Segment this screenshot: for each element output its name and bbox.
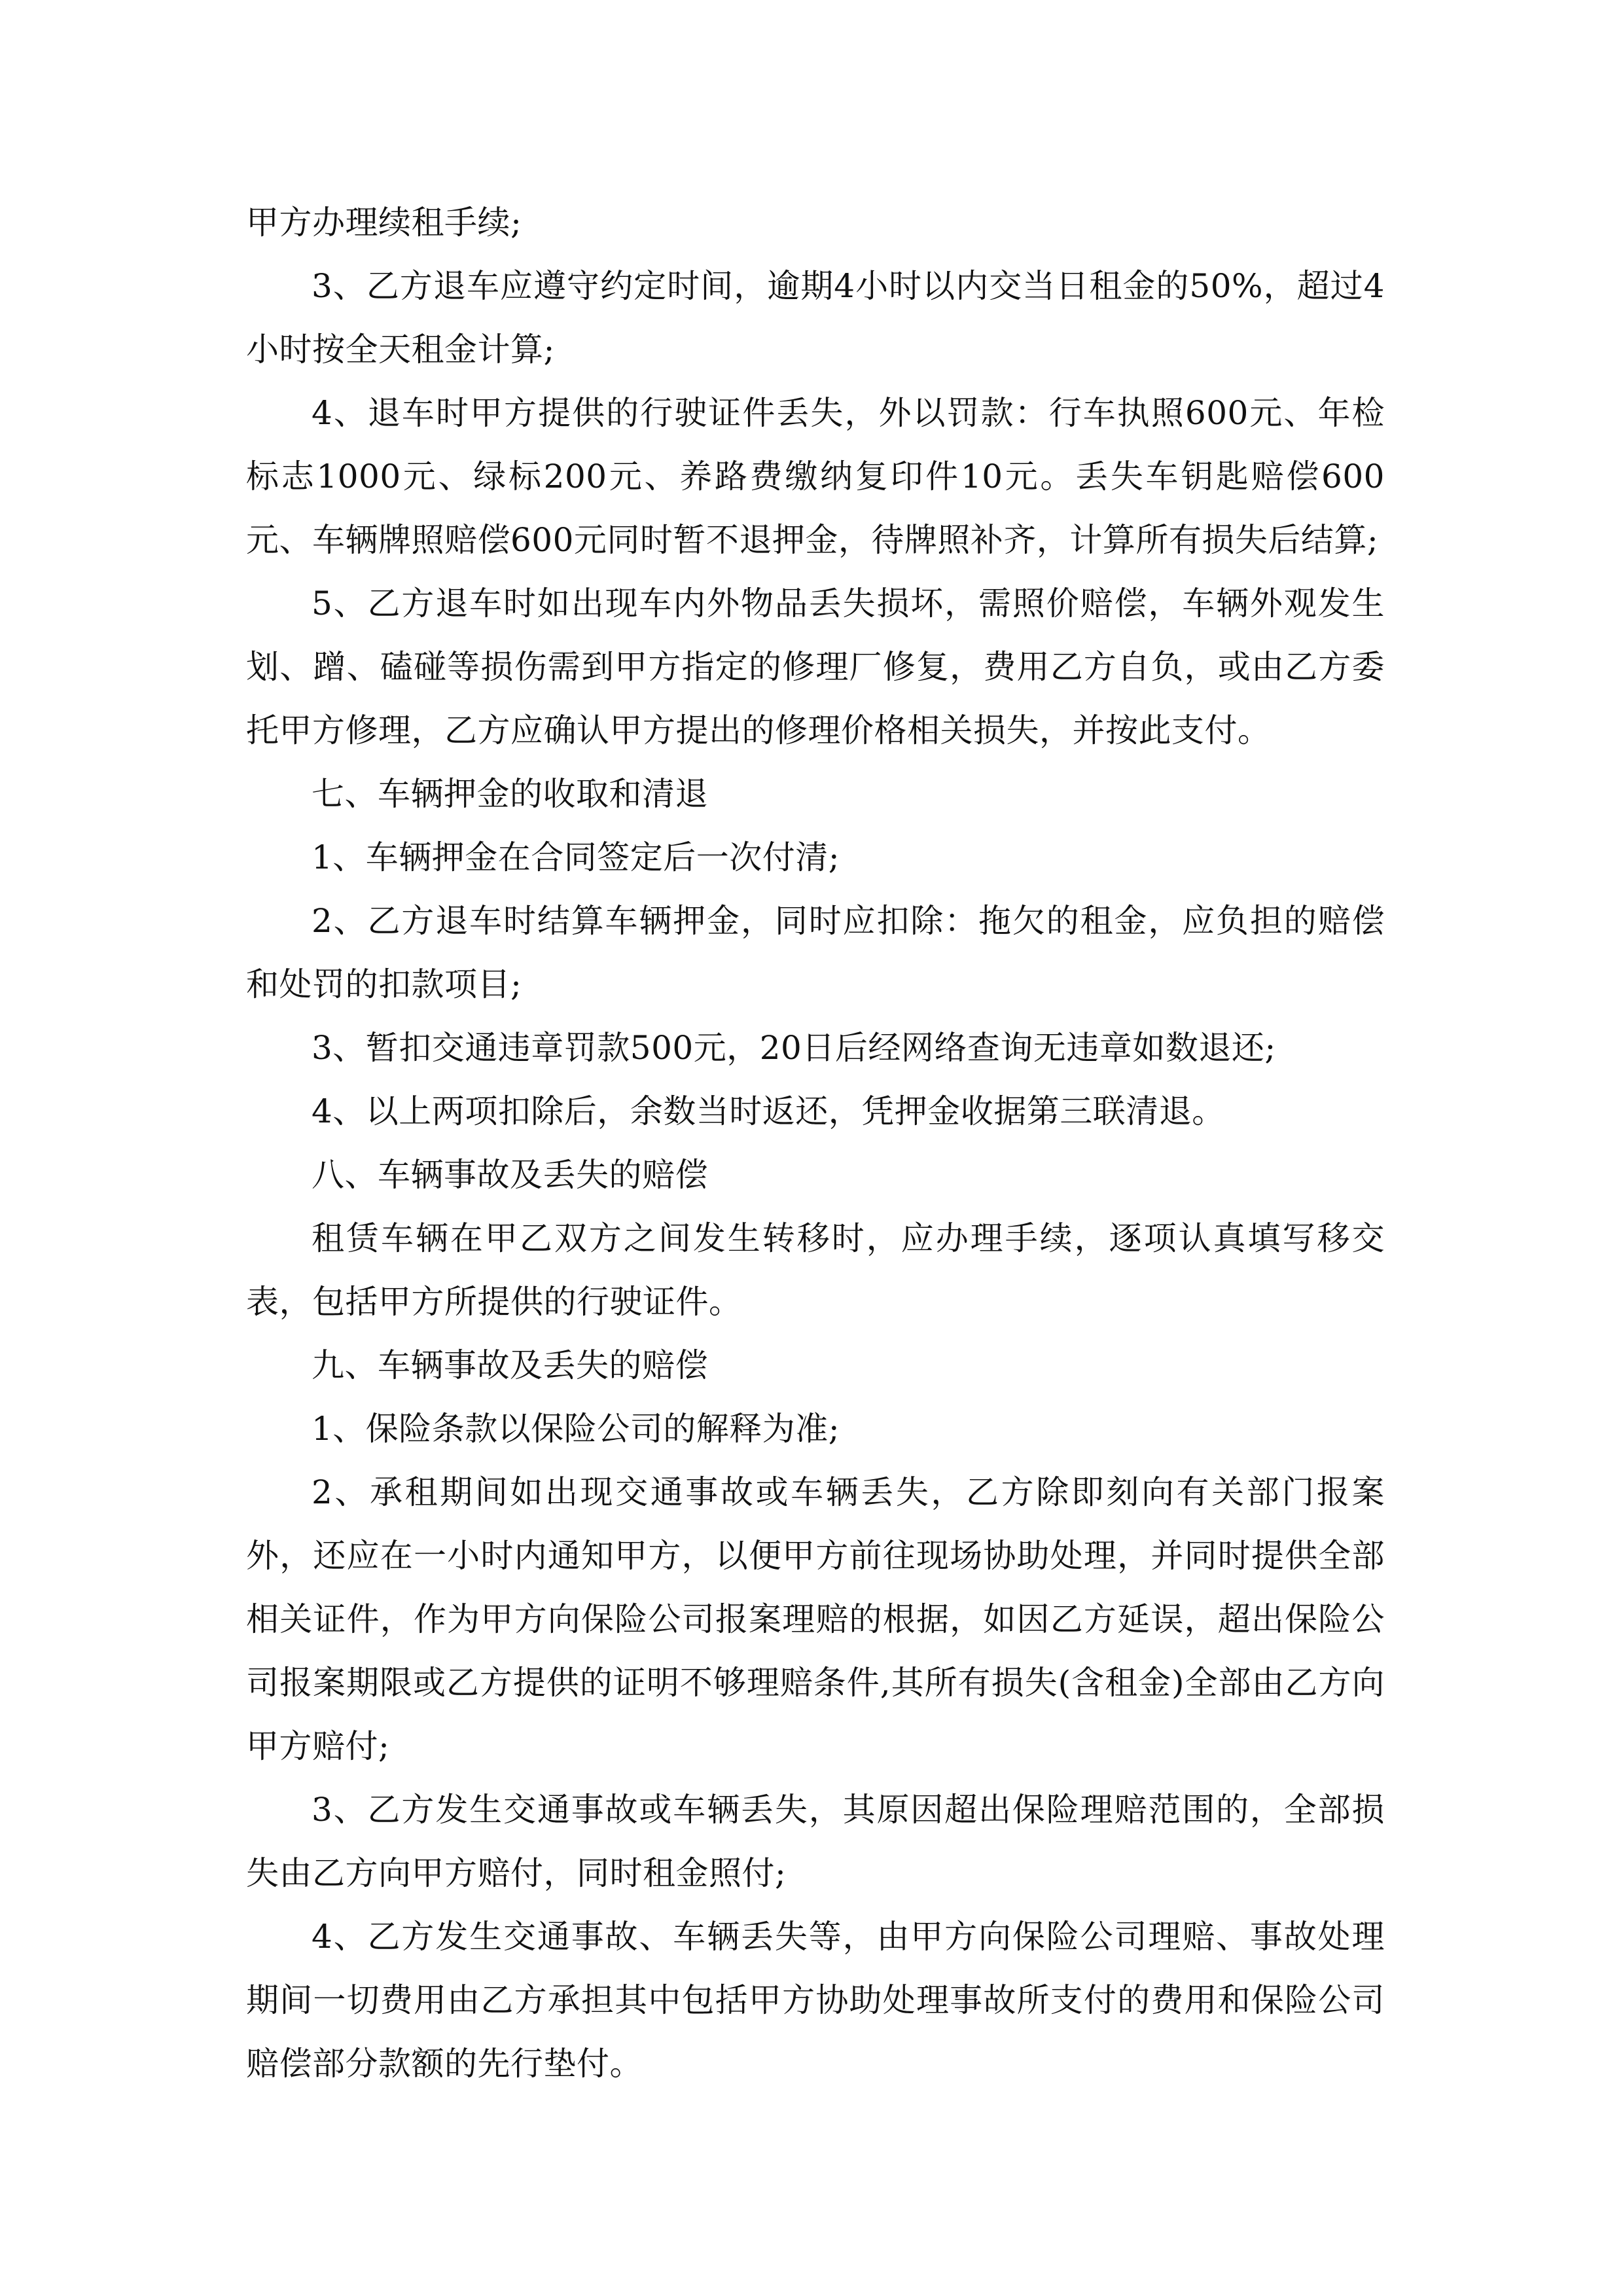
paragraph-accident-reporting: 2、承租期间如出现交通事故或车辆丢失，乙方除即刻向有关部门报案外，还应在一小时内通知甲方，以便甲方前往现场协助处理，并同时提供全部相关证件，作为甲方向保险公司报案理赔的根据，如因乙方延误，超出保险公司报案期限或乙方提供的证明不够理赔条件,其所有损失(含租金)全部由乙方向甲方赔付; <box>246 1473 1385 1765</box>
paragraph-lost-documents-fines: 4、退车时甲方提供的行驶证件丢失，外以罚款：行车执照600元、年检标志1000元、绿标200元、养路费缴纳复印件10元。丢失车钥匙赔偿600元、车辆牌照赔偿600元同时暂不退押金，待牌照补齐，计算所有损失后结算; <box>246 394 1385 559</box>
paragraph-vehicle-transfer: 租赁车辆在甲乙双方之间发生转移时，应办理手续，逐项认真填写移交表，包括甲方所提供的行驶证件。 <box>246 1219 1385 1321</box>
paragraph-deposit-refund: 4、以上两项扣除后，余数当时返还，凭押金收据第三联清退。 <box>312 1092 1225 1130</box>
paragraph-deposit-deductions: 2、乙方退车时结算车辆押金，同时应扣除：拖欠的租金，应负担的赔偿和处罚的扣款项目; <box>246 902 1385 1003</box>
paragraph-uninsured-loss: 3、乙方发生交通事故或车辆丢失，其原因超出保险理赔范围的，全部损失由乙方向甲方赔付，同时租金照付; <box>246 1791 1385 1892</box>
paragraph-renewal-procedure: 甲方办理续租手续; <box>246 204 522 242</box>
paragraph-traffic-violation-hold: 3、暂扣交通违章罚款500元，20日后经网络查询无违章如数退还; <box>312 1029 1276 1067</box>
section-heading-accident-9: 九、车辆事故及丢失的赔偿 <box>312 1346 708 1384</box>
paragraph-damage-compensation: 5、乙方退车时如出现车内外物品丢失损坏，需照价赔偿，车辆外观发生划、蹭、磕碰等损伤需到甲方指定的修理厂修复，费用乙方自负，或由乙方委托甲方修理，乙方应确认甲方提出的修理价格相关损失，并按此支付。 <box>246 584 1385 749</box>
paragraph-claim-expenses: 4、乙方发生交通事故、车辆丢失等，由甲方向保险公司理赔、事故处理期间一切费用由乙方承担其中包括甲方协助处理事故所支付的费用和保险公司赔偿部分款额的先行垫付。 <box>246 1918 1385 2083</box>
section-heading-deposit: 七、车辆押金的收取和清退 <box>312 775 708 813</box>
paragraph-insurance-terms: 1、保险条款以保险公司的解释为准; <box>312 1410 840 1448</box>
paragraph-deposit-payment: 1、车辆押金在合同签定后一次付清; <box>312 838 840 876</box>
section-heading-accident-8: 八、车辆事故及丢失的赔偿 <box>312 1156 708 1194</box>
paragraph-return-time: 3、乙方退车应遵守约定时间，逾期4小时以内交当日租金的50%，超过4小时按全天租金计算; <box>246 267 1385 368</box>
document-body <box>246 191 1385 2096</box>
